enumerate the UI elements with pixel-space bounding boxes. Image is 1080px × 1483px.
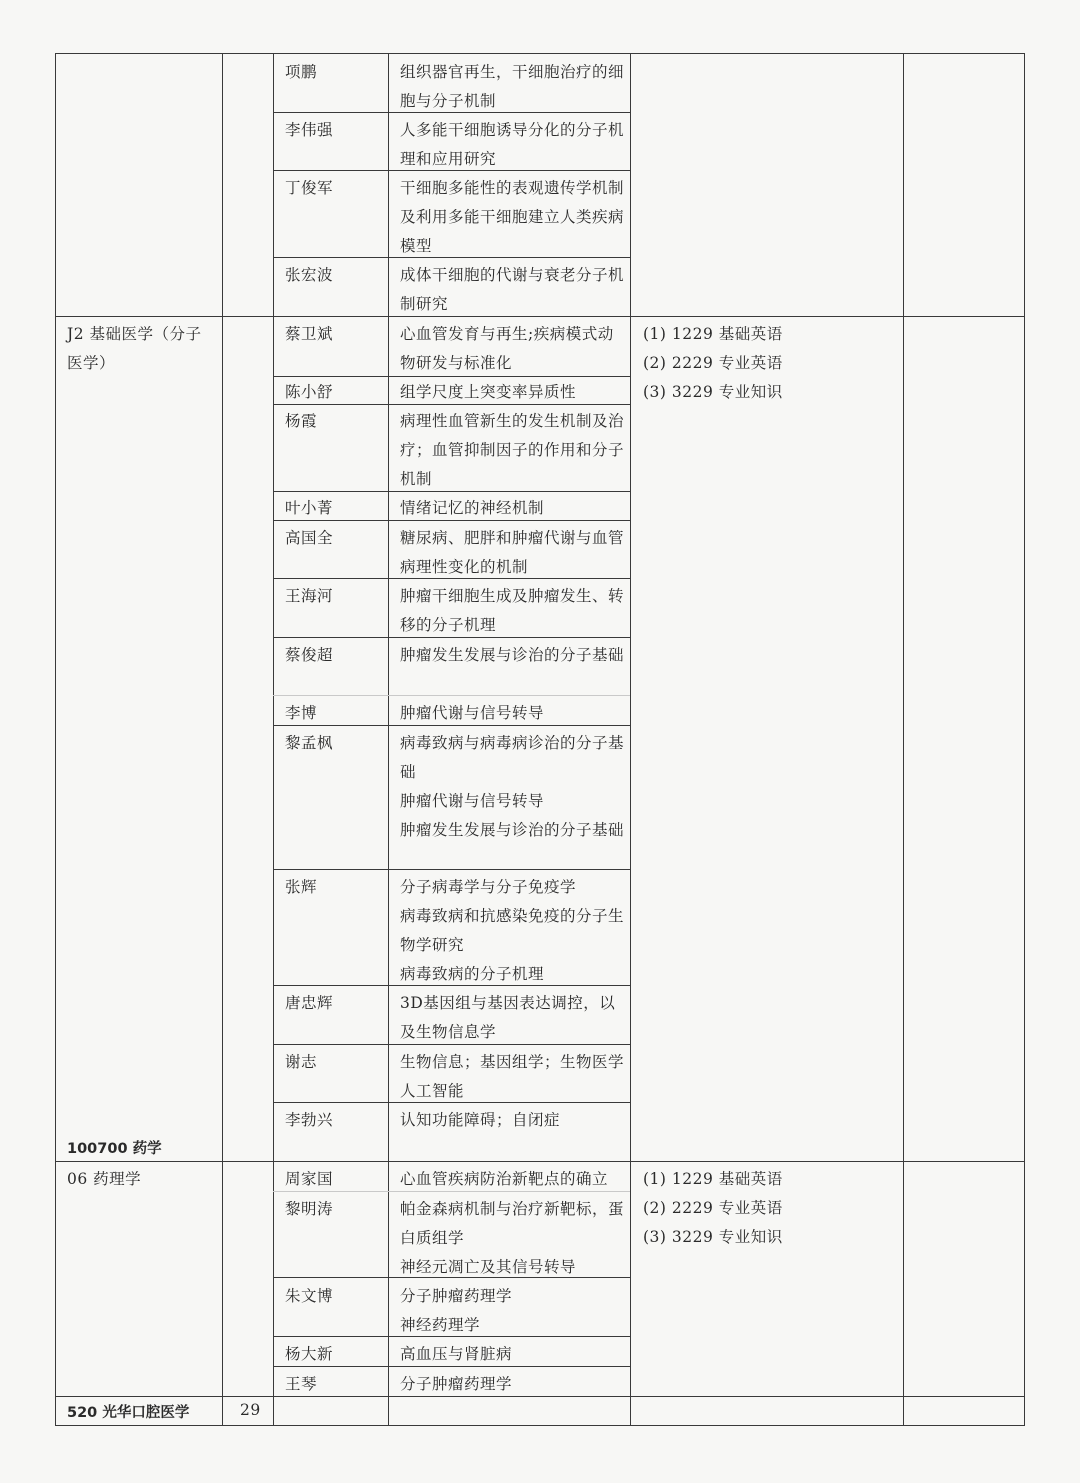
supervisor-name: 陈小舒 [285,383,334,401]
research-direction: 认知功能障碍；自闭症 [400,1111,561,1129]
table-border-right [1024,53,1025,1426]
research-direction: 肿瘤代谢与信号转导 [400,704,545,722]
supervisor-name: 丁俊军 [285,179,334,197]
research-direction: 高血压与肾脏病 [400,1345,513,1363]
supervisor-name: 高国全 [285,529,334,547]
supervisor-name: 杨霞 [285,412,318,430]
supervisor-name: 黎明涛 [285,1200,334,1218]
supervisor-name: 谢志 [285,1053,318,1071]
research-direction: 生物信息；基因组学；生物医学人工智能 [400,1053,625,1100]
exam-subject: (1) 1229 基础英语 [643,325,783,343]
research-direction: 成体干细胞的代谢与衰老分子机制研究 [400,266,625,313]
exam-subject: (1) 1229 基础英语 [643,1170,783,1188]
supervisor-name: 蔡卫斌 [285,325,334,343]
major-label: J2 基础医学（分子医学） [67,325,202,372]
supervisor-name: 李博 [285,704,318,722]
supervisor-name: 蔡俊超 [285,646,334,664]
research-direction: 分子病毒学与分子免疫学 病毒致病和抗感染免疫的分子生物学研究 病毒致病的分子机理 [400,878,625,983]
exam-subject: (2) 2229 专业英语 [643,354,783,372]
column-divider [388,53,389,1426]
row-divider [273,695,630,696]
research-direction: 组学尺度上突变率异质性 [400,383,577,401]
research-direction: 分子肿瘤药理学 神经药理学 [400,1287,513,1334]
research-direction: 3D基因组与基因表达调控，以及生物信息学 [400,994,616,1041]
supervisor-name: 黎孟枫 [285,734,334,752]
research-direction: 人多能干细胞诱导分化的分子机理和应用研究 [400,121,625,168]
research-direction: 糖尿病、肥胖和肿瘤代谢与血管病理性变化的机制 [400,529,625,576]
research-direction: 肿瘤干细胞生成及肿瘤发生、转移的分子机理 [400,587,625,634]
supervisor-name: 项鹏 [285,63,318,81]
research-direction: 肿瘤发生发展与诊治的分子基础 [400,646,625,664]
exam-subject: (3) 3229 专业知识 [643,383,783,401]
major-label: 06 药理学 [67,1170,142,1188]
supervisor-name: 李勃兴 [285,1111,334,1129]
table-border-top [55,53,1025,54]
column-divider [630,53,631,1426]
supervisor-name: 叶小菁 [285,499,334,517]
column-divider [222,53,223,1426]
supervisor-name: 朱文博 [285,1287,334,1305]
research-direction: 病理性血管新生的发生机制及治疗；血管抑制因子的作用和分子机制 [400,412,625,488]
supervisor-name: 王琴 [285,1375,318,1393]
exam-subject: (3) 3229 专业知识 [643,1228,783,1246]
research-direction: 干细胞多能性的表观遗传学机制及利用多能干细胞建立人类疾病模型 [400,179,625,255]
research-direction: 组织器官再生，干细胞治疗的细胞与分子机制 [400,63,625,110]
research-direction: 分子肿瘤药理学 [400,1375,513,1393]
research-direction: 心血管疾病防治新靶点的确立 [400,1170,609,1188]
research-direction: 病毒致病与病毒病诊治的分子基础 肿瘤代谢与信号转导 肿瘤发生发展与诊治的分子基础 [400,734,625,839]
research-direction: 心血管发育与再生;疾病模式动物研发与标准化 [400,325,614,372]
column-divider [903,53,904,1426]
supervisor-name: 唐忠辉 [285,994,334,1012]
supervisor-name: 张辉 [285,878,318,896]
row-divider [273,869,630,870]
supervisor-name: 张宏波 [285,266,334,284]
column-divider [273,53,274,1426]
supervisor-name: 王海河 [285,587,334,605]
table-border-left [55,53,56,1426]
supervisor-name: 周家国 [285,1170,334,1188]
exam-subject: (2) 2229 专业英语 [643,1199,783,1217]
research-direction: 情绪记忆的神经机制 [400,499,545,517]
discipline-label: 100700 药学 [67,1141,162,1157]
school-label: 520 光华口腔医学 [67,1405,190,1421]
enrollment-count: 29 [240,1401,261,1419]
supervisor-name: 李伟强 [285,121,334,139]
research-direction: 帕金森病机制与治疗新靶标，蛋白质组学 神经元凋亡及其信号转导 [400,1200,625,1276]
supervisor-name: 杨大新 [285,1345,334,1363]
